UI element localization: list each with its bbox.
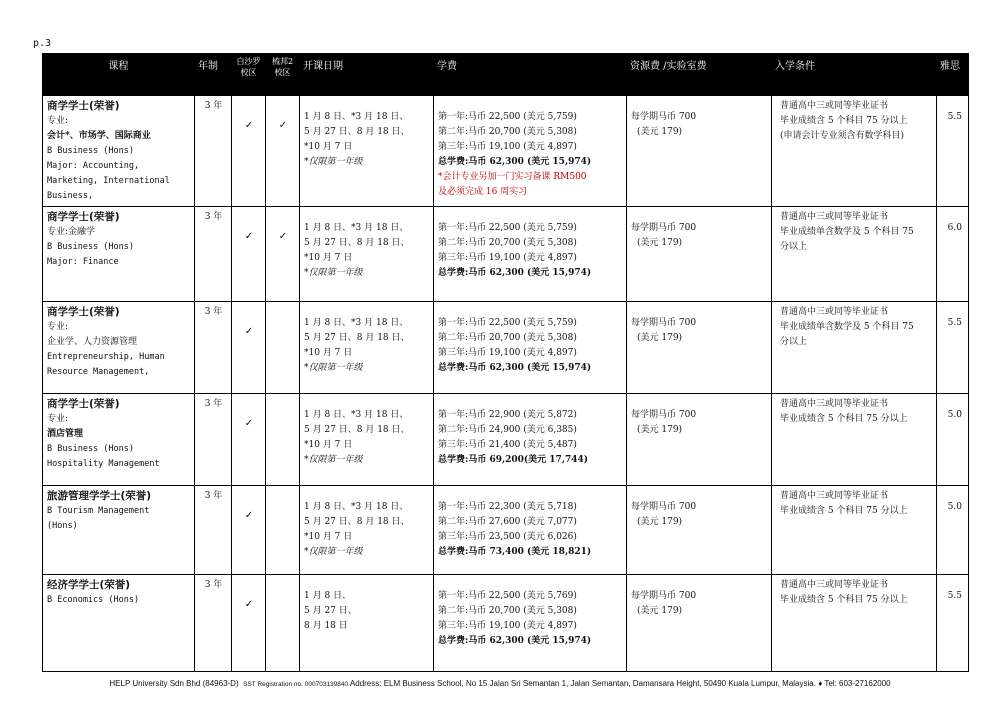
entry-requirement-line: 普通高中三或同等毕业证书 (780, 101, 889, 111)
campus-1-check: ✓ (232, 96, 266, 207)
resource-fee-cell (627, 575, 772, 672)
page-number: p.3 (33, 38, 52, 49)
course-title: 商学学士(荣誉) (47, 306, 120, 318)
footer-tel: ♦ Tel: 603-27162000 (818, 679, 891, 688)
years-cell: 3 年 (195, 96, 232, 207)
entry-requirement-line: 普通高中三或同等毕业证书 (780, 399, 889, 409)
start-date-line: *10 月 7 日 (304, 253, 353, 263)
start-dates-cell (300, 575, 434, 672)
resource-fee-line: 每学期马币 700 (631, 502, 697, 512)
start-date-line: 1 月 8 日、*3 月 18 日、 (304, 410, 409, 420)
course-table (42, 53, 969, 672)
yearly-fee: 第二年:马币 20,700 (美元 5,308) (438, 238, 577, 248)
header-entry-requirements: 入学条件 (772, 54, 937, 96)
years-cell: 3 年 (195, 302, 232, 394)
fees-cell (434, 486, 627, 575)
header-fees: 学费 (434, 54, 627, 96)
course-title: 商学学士(荣誉) (47, 100, 120, 112)
resource-fee-line: 每学期马币 700 (631, 410, 697, 420)
entry-requirements-cell (772, 96, 937, 207)
course-title: 商学学士(荣誉) (47, 398, 120, 410)
start-dates-cell (300, 207, 434, 302)
entry-requirement-line: 毕业成绩含 5 个科目 75 分以上 (780, 506, 908, 516)
course-title: 旅游管理学学士(荣誉) (47, 490, 152, 502)
header-ielts: 雅思 (937, 54, 969, 96)
fees-cell (434, 302, 627, 394)
start-date-line: 8 月 18 日 (304, 621, 348, 631)
course-detail-line: B Economics (Hons) (47, 595, 140, 605)
yearly-fee: 第一年:马币 22,900 (美元 5,872) (438, 410, 577, 420)
start-date-line: 1 月 8 日、*3 月 18 日、 (304, 223, 409, 233)
fees-cell (434, 394, 627, 486)
resource-fee-line: (美元 179) (637, 517, 683, 527)
footer-registration: SST Registration no. 000703139840 (243, 681, 349, 688)
years-cell: 3 年 (195, 575, 232, 672)
resource-fee-line: 每学期马币 700 (631, 112, 697, 122)
course-cell (43, 302, 195, 394)
total-fee: 总学费:马币 62,300 (美元 15,974) (438, 363, 592, 373)
course-detail-line: B Business (Hons) (47, 242, 134, 252)
course-detail-line: 酒店管理 (47, 429, 84, 439)
resource-fee-line: 每学期马币 700 (631, 223, 697, 233)
years-cell: 3 年 (195, 207, 232, 302)
header-course: 课程 (43, 54, 195, 96)
table-row (43, 394, 969, 486)
entry-requirement-line: 毕业成绩单含数学及 5 个科目 75 (780, 227, 914, 237)
campus-1-check: ✓ (232, 394, 266, 486)
start-dates-cell (300, 302, 434, 394)
ielts-score: 5.5 (937, 575, 969, 672)
fees-cell (434, 96, 627, 207)
yearly-fee: 第三年:马币 21,400 (美元 5,487) (438, 440, 577, 450)
header-years: 年制 (195, 54, 232, 96)
start-date-line: 1 月 8 日、*3 月 18 日、 (304, 502, 409, 512)
resource-fee-line: (美元 179) (637, 333, 683, 343)
campus-2-check (266, 486, 300, 575)
start-date-line: 1 月 8 日、*3 月 18 日、 (304, 318, 409, 328)
header-start-dates: 开课日期 (300, 54, 434, 96)
course-detail-line: B Business (Hons) (47, 146, 134, 156)
start-date-line: 1 月 8 日、*3 月 18 日、 (304, 112, 409, 122)
entry-requirement-line: 毕业成绩含 5 个科目 75 分以上 (780, 116, 908, 126)
entry-requirement-line: 普通高中三或同等毕业证书 (780, 307, 889, 317)
start-date-note: *仅限第一年级 (304, 547, 363, 557)
entry-requirements-cell (772, 394, 937, 486)
ielts-score: 5.5 (937, 302, 969, 394)
table-header-row (43, 54, 969, 96)
campus-2-check (266, 302, 300, 394)
course-detail-line: Resource Management, (47, 367, 150, 377)
campus-1-check: ✓ (232, 486, 266, 575)
ielts-score: 5.0 (937, 486, 969, 575)
entry-requirement-line: 毕业成绩含 5 个科目 75 分以上 (780, 414, 908, 424)
course-detail-line: Entrepreneurship, Human (47, 352, 165, 362)
campus-1-check: ✓ (232, 302, 266, 394)
entry-requirement-line: 分以上 (780, 337, 808, 347)
course-detail-line: B Business (Hons) (47, 444, 134, 454)
years-cell: 3 年 (195, 394, 232, 486)
resource-fee-cell (627, 96, 772, 207)
yearly-fee: 第三年:马币 23,500 (美元 6,026) (438, 532, 577, 542)
entry-requirements-cell (772, 302, 937, 394)
course-detail-line: 专业:金融学 (47, 227, 96, 237)
resource-fee-line: 每学期马币 700 (631, 318, 697, 328)
resource-fee-line: (美元 179) (637, 606, 683, 616)
course-cell (43, 486, 195, 575)
years-cell: 3 年 (195, 486, 232, 575)
yearly-fee: 第三年:马币 19,100 (美元 4,897) (438, 142, 577, 152)
course-detail-line: (Hons) (47, 521, 78, 531)
course-detail-line: Major: Accounting, (47, 161, 140, 171)
entry-requirement-line: 分以上 (780, 242, 808, 252)
campus-2-check (266, 575, 300, 672)
header-campus-1: 白沙罗校区 (232, 54, 266, 96)
start-date-line: 5 月 27 日、8 月 18 日、 (304, 425, 410, 435)
course-title: 商学学士(荣誉) (47, 211, 120, 223)
fees-cell (434, 575, 627, 672)
table-row (43, 302, 969, 394)
table-row (43, 575, 969, 672)
start-date-line: 5 月 27 日、8 月 18 日、 (304, 517, 410, 527)
course-detail-line: 专业: (47, 414, 69, 424)
start-date-line: 5 月 27 日、8 月 18 日、 (304, 238, 410, 248)
course-detail-line: Major: Finance (47, 257, 119, 267)
total-fee: 总学费:马币 69,200(美元 17,744) (438, 455, 588, 465)
resource-fee-cell (627, 394, 772, 486)
yearly-fee: 第一年:马币 22,500 (美元 5,759) (438, 112, 577, 122)
ielts-score: 5.5 (937, 96, 969, 207)
start-date-note: *仅限第一年级 (304, 455, 363, 465)
resource-fee-cell (627, 486, 772, 575)
yearly-fee: 第三年:马币 19,100 (美元 4,897) (438, 621, 577, 631)
start-date-line: 1 月 8 日、 (304, 591, 352, 601)
resource-fee-line: (美元 179) (637, 127, 683, 137)
start-date-line: *10 月 7 日 (304, 348, 353, 358)
entry-requirement-line: 毕业成绩含 5 个科目 75 分以上 (780, 595, 908, 605)
entry-requirement-line: (申请会计专业须含有数学科目) (780, 131, 905, 141)
course-cell (43, 207, 195, 302)
entry-requirement-line: 普通高中三或同等毕业证书 (780, 580, 889, 590)
entry-requirement-line: 普通高中三或同等毕业证书 (780, 212, 889, 222)
course-detail-line: 会计*、市场学、国际商业 (47, 131, 151, 141)
yearly-fee: 第三年:马币 19,100 (美元 4,897) (438, 253, 577, 263)
yearly-fee: 第一年:马币 22,300 (美元 5,718) (438, 502, 577, 512)
course-cell (43, 575, 195, 672)
yearly-fee: 第一年:马币 22,500 (美元 5,769) (438, 591, 577, 601)
resource-fee-cell (627, 302, 772, 394)
total-fee: 总学费:马币 62,300 (美元 15,974) (438, 636, 592, 646)
course-detail-line: Hospitality Management (47, 459, 160, 469)
yearly-fee: 第一年:马币 22,500 (美元 5,759) (438, 318, 577, 328)
campus-2-check (266, 394, 300, 486)
resource-fee-line: (美元 179) (637, 425, 683, 435)
course-detail-line: Marketing, International (47, 176, 170, 186)
start-dates-cell (300, 96, 434, 207)
entry-requirement-line: 毕业成绩单含数学及 5 个科目 75 (780, 322, 914, 332)
entry-requirements-cell (772, 575, 937, 672)
total-fee: 总学费:马币 62,300 (美元 15,974) (438, 157, 592, 167)
course-detail-line: 专业: (47, 322, 69, 332)
entry-requirements-cell (772, 207, 937, 302)
start-date-line: *10 月 7 日 (304, 440, 353, 450)
entry-requirements-cell (772, 486, 937, 575)
yearly-fee: 第二年:马币 27,600 (美元 7,077) (438, 517, 577, 527)
table-body (43, 96, 969, 672)
fee-note: 及必须完成 16 周实习 (438, 187, 528, 197)
footer-company: HELP University Sdn Bhd (84963-D) (109, 679, 239, 688)
yearly-fee: 第二年:马币 24,900 (美元 6,385) (438, 425, 577, 435)
campus-1-check: ✓ (232, 207, 266, 302)
resource-fee-line: (美元 179) (637, 238, 683, 248)
yearly-fee: 第二年:马币 20,700 (美元 5,308) (438, 333, 577, 343)
start-date-line: 5 月 27 日、 (304, 606, 357, 616)
ielts-score: 5.0 (937, 394, 969, 486)
course-detail-line: Business, (47, 191, 94, 201)
footer-address: Address: ELM Business School, No 15 Jalan Sri Semantan 1, Jalan Semantan, Damansara Height, 50490 Kuala Lumpur, Malaysia. (349, 679, 816, 688)
start-date-line: 5 月 27 日、8 月 18 日、 (304, 333, 410, 343)
course-cell (43, 96, 195, 207)
table-row (43, 207, 969, 302)
page-footer (0, 679, 1000, 688)
yearly-fee: 第二年:马币 20,700 (美元 5,308) (438, 606, 577, 616)
total-fee: 总学费:马币 73,400 (美元 18,821) (438, 547, 592, 557)
start-date-note: *仅限第一年级 (304, 157, 363, 167)
start-dates-cell (300, 486, 434, 575)
campus-1-check: ✓ (232, 575, 266, 672)
resource-fee-line: 每学期马币 700 (631, 591, 697, 601)
campus-2-check: ✓ (266, 96, 300, 207)
start-date-line: 5 月 27 日、8 月 18 日、 (304, 127, 410, 137)
start-dates-cell (300, 394, 434, 486)
table-row (43, 486, 969, 575)
fee-note: *会计专业另加一门实习备课 RM500 (438, 172, 587, 182)
yearly-fee: 第三年:马币 19,100 (美元 4,897) (438, 348, 577, 358)
yearly-fee: 第一年:马币 22,500 (美元 5,759) (438, 223, 577, 233)
resource-fee-cell (627, 207, 772, 302)
start-date-line: *10 月 7 日 (304, 532, 353, 542)
course-detail-line: 企业学、人力资源管理 (47, 337, 138, 347)
entry-requirement-line: 普通高中三或同等毕业证书 (780, 491, 889, 501)
start-date-note: *仅限第一年级 (304, 268, 363, 278)
start-date-note: *仅限第一年级 (304, 363, 363, 373)
yearly-fee: 第二年:马币 20,700 (美元 5,308) (438, 127, 577, 137)
header-campus-2: 梳邦2校区 (266, 54, 300, 96)
start-date-line: *10 月 7 日 (304, 142, 353, 152)
course-detail-line: B Tourism Management (47, 506, 150, 516)
course-title: 经济学学士(荣誉) (47, 579, 131, 591)
fees-cell (434, 207, 627, 302)
campus-2-check: ✓ (266, 207, 300, 302)
course-cell (43, 394, 195, 486)
ielts-score: 6.0 (937, 207, 969, 302)
course-detail-line: 专业: (47, 116, 69, 126)
header-resource-fee: 资源费 /实验室费 (627, 54, 772, 96)
total-fee: 总学费:马币 62,300 (美元 15,974) (438, 268, 592, 278)
table-row (43, 96, 969, 207)
